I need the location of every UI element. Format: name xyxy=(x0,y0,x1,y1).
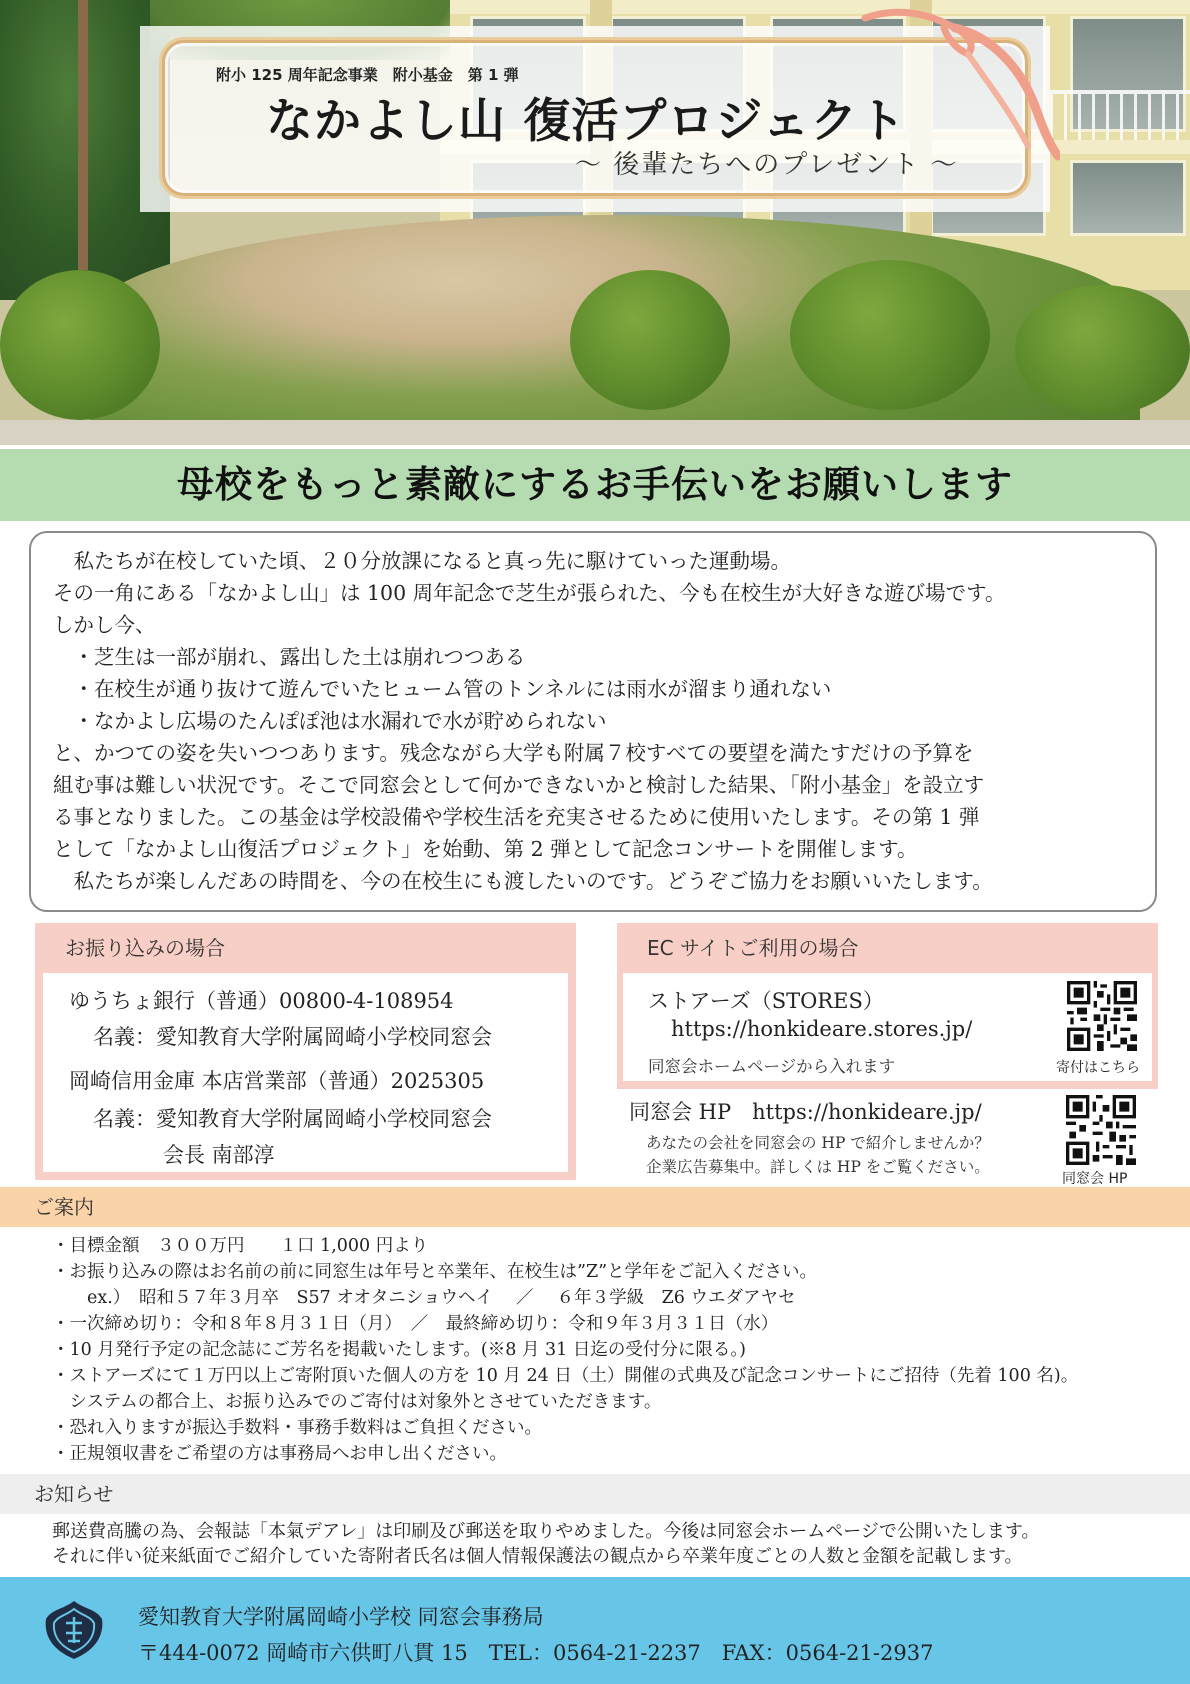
tagline: ～ 後輩たちへのプレゼント ～ xyxy=(575,150,959,180)
intro-line: と、かつての姿を失いつつあります。残念ながら大学も附属７校すべての要望を満たすだけの予算を xyxy=(53,741,974,765)
notice-heading: お知らせ xyxy=(34,1482,114,1506)
bush xyxy=(570,270,730,410)
intro-line: として「なかよし山復活プロジェクト」を始動、第 2 弾として記念コンサートを開催します。 xyxy=(53,837,918,861)
guide-item: ・正規領収書をご希望の方は事務局へお申し出ください。 xyxy=(52,1444,507,1464)
footer-organization: 愛知教育大学附属岡崎小学校 同窓会事務局 xyxy=(138,1605,544,1629)
guide-item: ・一次締め切り：令和８年８月３１日（月） ／ 最終締め切り：令和９年３月３１日（水） xyxy=(52,1314,779,1334)
appeal-banner xyxy=(0,449,1190,521)
page-title: なかよし山 復活プロジェクト xyxy=(266,94,907,149)
guide-item: ・お振り込みの際はお名前の前に同窓生は年号と卒業年、在校生は”Z”と学年をご記入ください。 xyxy=(52,1262,818,1282)
store-url[interactable]: https://honkideare.stores.jp/ xyxy=(671,1017,973,1041)
intro-line: その一角にある「なかよし山」は 100 周年記念で芝生が張られた、今も在校生が大好きな遊び場です。 xyxy=(53,581,1006,605)
bush xyxy=(1015,285,1190,415)
bush xyxy=(0,270,160,420)
hero-photo xyxy=(0,0,1190,445)
notice-section-header xyxy=(0,1474,1190,1514)
guide-section-header xyxy=(0,1187,1190,1227)
ec-site-box xyxy=(617,923,1158,1089)
account-holder-1: 名義：愛知教育大学附属岡崎小学校同窓会 xyxy=(93,1025,492,1049)
alumni-hp-qr-caption: 同窓会 HP xyxy=(1062,1171,1128,1187)
store-name: ストアーズ（STORES） xyxy=(648,989,884,1013)
notice-line: 郵送費高騰の為、会報誌「本氣デアレ」は印刷及び郵送を取りやめました。今後は同窓会ホームページで公開いたします。 xyxy=(52,1521,1040,1542)
guide-item: ・恐れ入りますが振込手数料・事務手数料はご負担ください。 xyxy=(52,1418,542,1438)
bush xyxy=(790,260,990,410)
guide-item: システムの都合上、お振り込みでのご寄付は対象外とさせていただきます。 xyxy=(52,1392,662,1412)
alumni-hp-link[interactable]: 同窓会 HP https://honkideare.jp/ xyxy=(629,1100,982,1124)
intro-line: ・在校生が通り抜けて遊んでいたヒューム管のトンネルには雨水が溜まり通れない xyxy=(53,677,832,701)
hp-ad-note-2: 企業広告募集中。詳しくは HP をご覧ください。 xyxy=(646,1158,990,1176)
footer-contact: 〒444-0072 岡崎市六供町八貫 15 TEL：0564-21-2237 FAX：0564-21-2937 xyxy=(138,1641,934,1665)
representative: 会長 南部淳 xyxy=(163,1143,275,1167)
intro-line: 私たちが在校していた頃、２０分放課になると真っ先に駆けていった運動場。 xyxy=(53,549,791,573)
guide-item: ex.） 昭和５７年３月卒 S57 オオタニショウヘイ ／ ６年３学級 Z6 ウエダアヤセ xyxy=(52,1288,796,1308)
intro-line: しかし今、 xyxy=(53,613,156,637)
bank-account-2: 岡崎信用金庫 本店営業部（普通）2025305 xyxy=(69,1069,485,1093)
footer xyxy=(0,1577,1190,1684)
intro-line: 組む事は難しい状況です。そこで同窓会として何かできないかと検討した結果、「附小基金」を設立す xyxy=(53,773,985,797)
alumni-hp-qr-code[interactable] xyxy=(1066,1095,1136,1165)
balcony-railing xyxy=(1050,90,1190,140)
guide-item: ・10 月発行予定の記念誌にご芳名を掲載いたします。(※8 月 31 日迄の受付分に限る。) xyxy=(52,1340,746,1360)
store-note: 同窓会ホームページから入れます xyxy=(648,1057,896,1076)
donation-qr-caption: 寄付はこちら xyxy=(1056,1060,1140,1076)
guide-heading: ご案内 xyxy=(34,1195,94,1219)
guide-item: ・目標金額 ３００万円 １口 1,000 円より xyxy=(52,1236,429,1256)
project-subtitle: 附小 125 周年記念事業 附小基金 第 1 弾 xyxy=(216,66,519,84)
intro-line: ・なかよし広場のたんぽぽ池は水漏れで水が貯められない xyxy=(53,709,607,733)
appeal-banner-text: 母校をもっと素敵にするお手伝いをお願いします xyxy=(177,463,1013,506)
ribbon-icon xyxy=(860,6,1060,166)
intro-line: る事となりました。この基金は学校設備や学校生活を充実させるために使用いたします。その第 1 弾 xyxy=(53,805,980,829)
guide-item: ・ストアーズにて１万円以上ご寄附頂いた個人の方を 10 月 24 日（土）開催の式典及び記念コンサートにご招待（先着 100 名)。 xyxy=(52,1366,1079,1386)
bank-transfer-heading: お振り込みの場合 xyxy=(65,936,225,960)
utility-pole xyxy=(78,0,88,270)
ec-site-heading: EC サイトご利用の場合 xyxy=(647,936,859,960)
account-holder-2: 名義：愛知教育大学附属岡崎小学校同窓会 xyxy=(93,1107,492,1131)
intro-box xyxy=(29,531,1157,912)
intro-line: 私たちが楽しんだあの時間を、今の在校生にも渡したいのです。どうぞご協力をお願いいたします。 xyxy=(53,869,993,893)
school-emblem-icon xyxy=(44,1599,104,1661)
notice-line: それに伴い従来紙面でご紹介していた寄附者氏名は個人情報保護法の観点から卒業年度ごとの人数と金額を記載します。 xyxy=(52,1546,1023,1567)
donation-qr-code[interactable] xyxy=(1067,981,1137,1051)
bank-account-1: ゆうちょ銀行（普通）00800-4-108954 xyxy=(69,989,454,1013)
ground xyxy=(0,420,1190,445)
hp-ad-note-1: あなたの会社を同窓会の HP で紹介しませんか？ xyxy=(646,1134,990,1152)
intro-line: ・芝生は一部が崩れ、露出した土は崩れつつある xyxy=(53,645,526,669)
bank-transfer-box xyxy=(35,923,576,1180)
